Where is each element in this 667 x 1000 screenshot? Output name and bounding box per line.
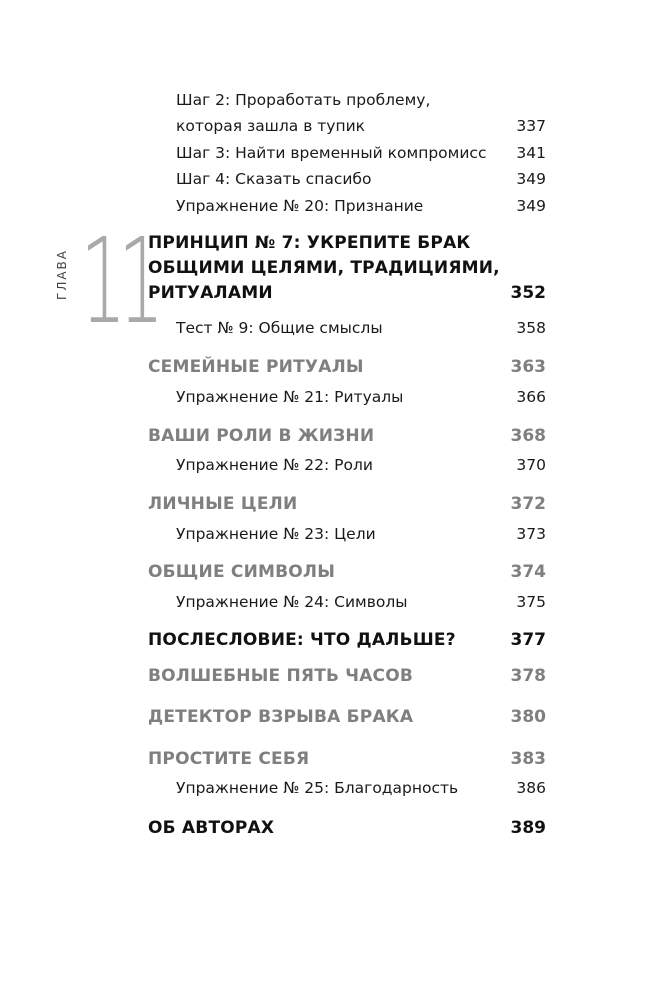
toc-heading-title: СЕМЕЙНЫЕ РИТУАЛЫ (148, 357, 364, 377)
toc-heading-page: 389 (510, 818, 546, 838)
toc-entry-title: Тест № 9: Общие смыслы (176, 319, 383, 337)
toc-entry-title: Упражнение № 24: Символы (176, 593, 408, 611)
toc-entry-page: 341 (516, 144, 546, 162)
toc-entry-page: 375 (516, 593, 546, 611)
toc-entry-title: Шаг 4: Сказать спасибо (176, 170, 372, 188)
toc-heading-page: 377 (510, 630, 546, 650)
toc-heading-title: ЛИЧНЫЕ ЦЕЛИ (148, 494, 298, 514)
toc-heading-page: 378 (510, 666, 546, 686)
toc-entry-title: Шаг 2: Проработать проблему, (176, 91, 431, 109)
toc-heading-title: ВАШИ РОЛИ В ЖИЗНИ (148, 426, 375, 446)
toc-heading-title: ПРИНЦИП № 7: УКРЕПИТЕ БРАК (148, 233, 471, 253)
toc-entry-page: 373 (516, 525, 546, 543)
toc-entry-title: Упражнение № 21: Ритуалы (176, 388, 404, 406)
toc-entry-page: 358 (516, 319, 546, 337)
toc-heading-page: 374 (510, 562, 546, 582)
toc-entry-title: Упражнение № 22: Роли (176, 456, 373, 474)
toc-heading-title: ДЕТЕКТОР ВЗРЫВА БРАКА (148, 707, 414, 727)
toc-heading-title: ОБЩИЕ СИМВОЛЫ (148, 562, 336, 582)
toc-entry-page: 370 (516, 456, 546, 474)
toc-entry-page: 349 (516, 170, 546, 188)
toc-entry-title: Упражнение № 20: Признание (176, 197, 424, 215)
toc-entry-page: 366 (516, 388, 546, 406)
toc-heading-title: ВОЛШЕБНЫЕ ПЯТЬ ЧАСОВ (148, 666, 414, 686)
toc-heading-page: 372 (510, 494, 546, 514)
toc-heading-title: ПРОСТИТЕ СЕБЯ (148, 749, 310, 769)
toc-heading-page: 352 (510, 283, 546, 303)
toc-entry-page: 386 (516, 779, 546, 797)
toc-entry-title: Шаг 3: Найти временный компромисс (176, 144, 487, 162)
toc-heading-title: ОБЩИМИ ЦЕЛЯМИ, ТРАДИЦИЯМИ, (148, 258, 500, 278)
toc-heading-title: РИТУАЛАМИ (148, 283, 273, 303)
toc-entry-page: 349 (516, 197, 546, 215)
toc-heading-title: ПОСЛЕСЛОВИЕ: ЧТО ДАЛЬШЕ? (148, 630, 456, 650)
toc-entry-title: которая зашла в тупик (176, 117, 366, 135)
toc-entry-page: 337 (516, 117, 546, 135)
toc-entry-title: Упражнение № 25: Благодарность (176, 779, 459, 797)
toc-heading-page: 368 (510, 426, 546, 446)
toc-heading-title: ОБ АВТОРАХ (148, 818, 275, 838)
chapter-label: ГЛАВА (55, 249, 69, 300)
toc-entry-title: Упражнение № 23: Цели (176, 525, 376, 543)
chapter-number: 11 (80, 212, 156, 350)
toc-heading-page: 380 (510, 707, 546, 727)
toc-heading-page: 363 (510, 357, 546, 377)
toc-heading-page: 383 (510, 749, 546, 769)
